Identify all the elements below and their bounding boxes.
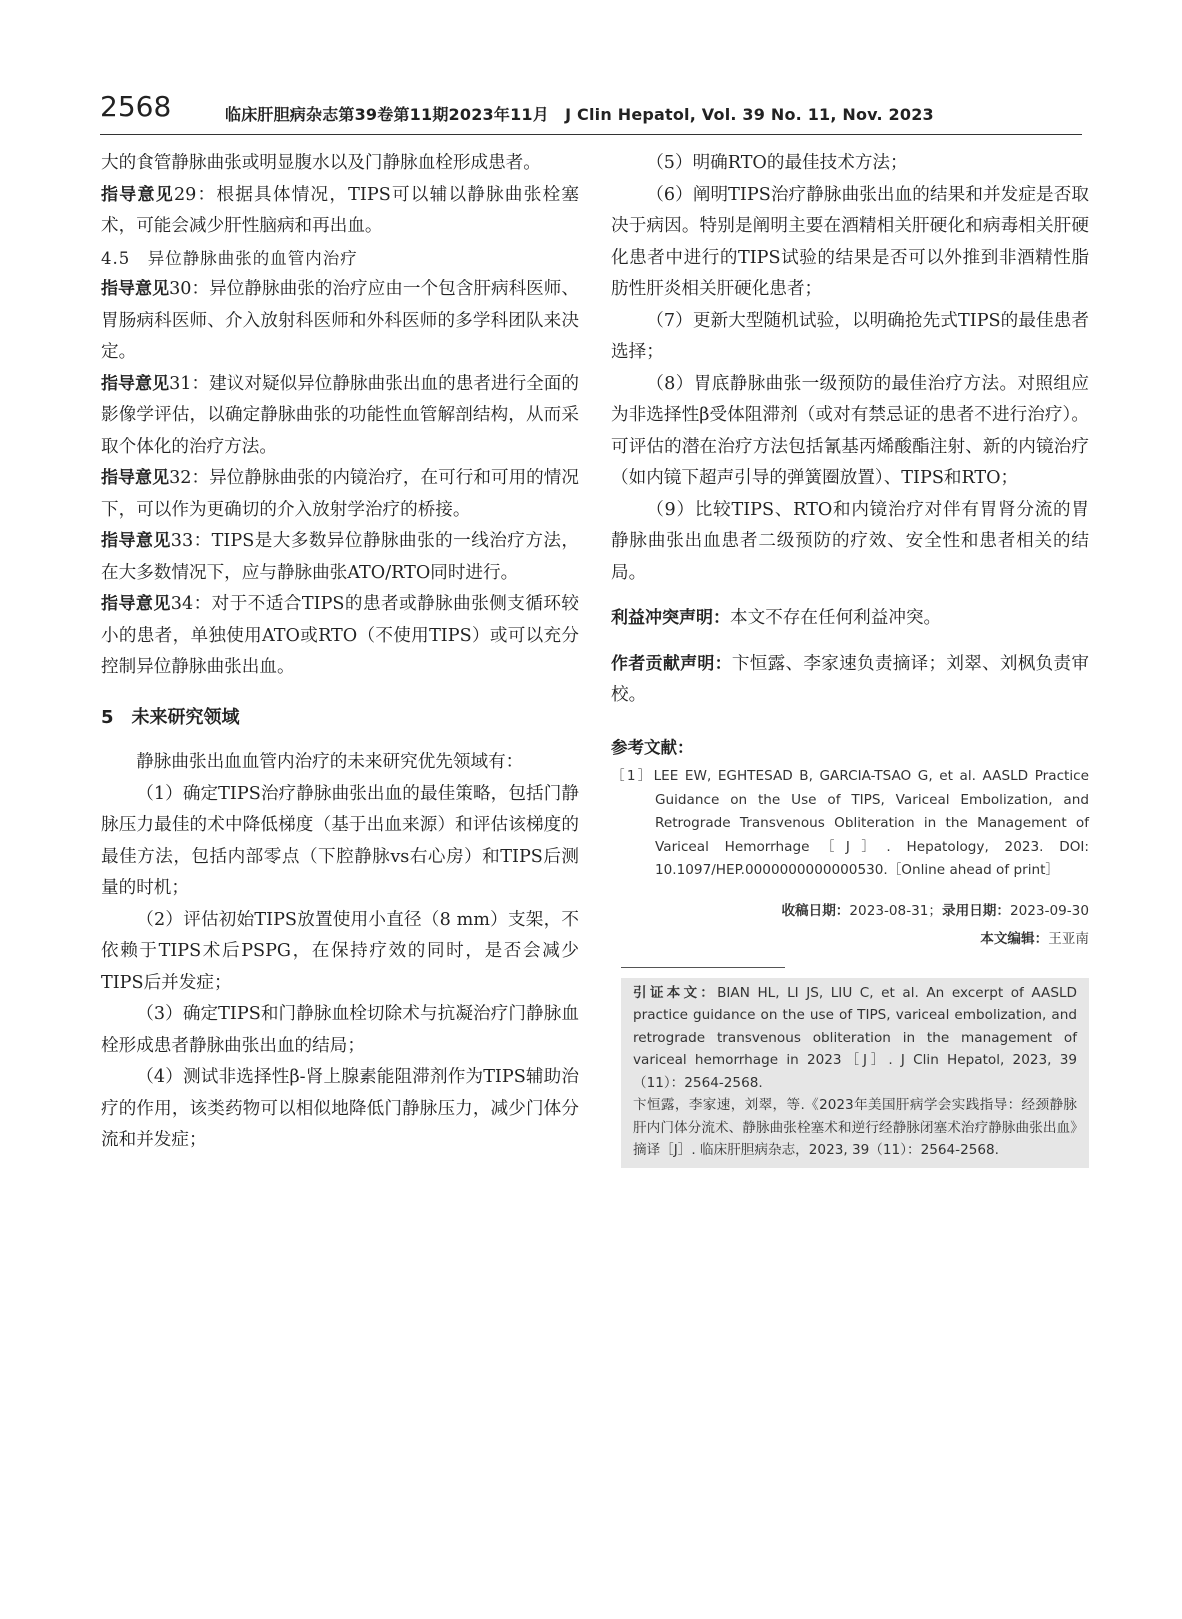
guideline-label: 指导意见: [101, 531, 171, 551]
research-item-3: （3）确定TIPS和门静脉血栓切除术与抗凝治疗门静脉血栓形成患者静脉曲张出血的结局；: [101, 1004, 579, 1056]
received-date: 2023-08-31；: [849, 902, 943, 919]
citation-box: [621, 978, 1089, 1168]
contrib-text: 卞恒露、李家速负责摘译；刘翠、刘枫负责审校。: [611, 653, 1089, 705]
guideline-33: [101, 526, 579, 589]
research-item-9: （9）比较TIPS、RTO和内镜治疗对伴有胃肾分流的胃静脉曲张出血患者二级预防的疗效、安全性和患者相关的结局。: [611, 499, 1089, 583]
author-contribution: [611, 649, 1089, 712]
editor-label: 本文编辑：: [980, 930, 1049, 947]
guideline-text: 31：建议对疑似异位静脉曲张出血的患者进行全面的影像学评估，以确定静脉曲张的功能性血管解剖结构，从而采取个体化的治疗方法。: [101, 373, 580, 457]
citation-en-text: BIAN HL, LI JS, LIU C, et al. An excerpt of AASLD practice guidance on the use of TIPS, variceal embolization, and retrograde transvenous obliteration in the management of variceal hemorrhage in 2023［J］. J Clin Hepatol, 2023, 39（11）：2564-2568.: [633, 984, 1077, 1091]
journal-title: 临床肝胆病杂志第39卷第11期2023年11月 J Clin Hepatol, Vol. 39 No. 11, Nov. 2023: [225, 105, 934, 124]
guideline-30: [101, 274, 579, 369]
research-item-8: （8）胃底静脉曲张一级预防的最佳治疗方法。对照组应为非选择性β受体阻滞剂（或对有禁忌证的患者不进行治疗）。可评估的潜在治疗方法包括氰基丙烯酸酯注射、新的内镜治疗（如内镜下超声引导的弹簧圈放置）、TIPS和RTO；: [611, 373, 1089, 488]
research-item-4: （4）测试非选择性β-肾上腺素能阻滞剂作为TIPS辅助治疗的作用，该类药物可以相似地降低门静脉压力，减少门体分流和并发症；: [101, 1067, 579, 1150]
guideline-29: [101, 180, 579, 243]
guideline-label: 指导意见: [101, 279, 170, 299]
section-5-heading: 5 未来研究领域: [101, 706, 240, 728]
paragraph: 大的食管静脉曲张或明显腹水以及门静脉血栓形成患者。: [101, 153, 541, 173]
dates-line: [611, 897, 1089, 925]
research-item-5: （5）明确RTO的最佳技术方法；: [646, 153, 908, 173]
left-column: [101, 148, 579, 1157]
citation-label: 引证本文：: [633, 984, 718, 1001]
research-item-6: （6）阐明TIPS治疗静脉曲张出血的结果和并发症是否取决于病因。特别是阐明主要在酒精相关肝硬化和病毒相关肝硬化患者中进行的TIPS试验的结果是否可以外推到非酒精性脂肪性肝炎相关肝硬化患者；: [611, 184, 1089, 299]
guideline-text: 33：TIPS是大多数异位静脉曲张的一线治疗方法，在大多数情况下，应与静脉曲张ATO/RTO同时进行。: [101, 531, 580, 583]
divider: [621, 967, 785, 968]
guideline-label: 指导意见: [101, 373, 170, 394]
guideline-text: 32：异位静脉曲张的内镜治疗，在可行和可用的情况下，可以作为更确切的介入放射学治疗的桥接。: [101, 468, 580, 520]
research-item-2: （2）评估初始TIPS放置使用小直径（8 mm）支架，不依赖于TIPS术后PSPG，在保持疗效的同时，是否会减少TIPS后并发症；: [101, 909, 579, 993]
accepted-date: 2023-09-30: [1009, 902, 1089, 919]
guideline-text: 30：异位静脉曲张的治疗应由一个包含肝病科医师、胃肠病科医师、介入放射科医师和外科医师的多学科团队来决定。: [101, 279, 580, 362]
accepted-label: 录用日期：: [942, 902, 1010, 919]
guideline-31: [101, 369, 579, 464]
research-intro: 静脉曲张出血血管内治疗的未来研究优先领域有：: [136, 752, 524, 772]
research-item-1: （1）确定TIPS治疗静脉曲张出血的最佳策略，包括门静脉压力最佳的术中降低梯度（基于出血来源）和评估该梯度的最佳方法，包括内部零点（下腔静脉vs右心房）和TIPS后测量的时机；: [101, 783, 579, 898]
section-4-5-heading: 4.5 异位静脉曲张的血管内治疗: [101, 248, 358, 268]
contrib-label: 作者贡献声明：: [611, 653, 732, 674]
references-title: 参考文献：: [611, 737, 694, 757]
citation-english: [633, 982, 1077, 1095]
page-number: 2568: [100, 90, 172, 123]
guideline-32: [101, 463, 579, 526]
guideline-label: 指导意见: [101, 468, 170, 488]
guideline-34: [101, 589, 579, 684]
guideline-text: 34：对于不适合TIPS的患者或静脉曲张侧支循环较小的患者，单独使用ATO或RTO（不使用TIPS）或可以充分控制异位静脉曲张出血。: [101, 594, 580, 677]
reference-1: ［1］LEE EW, EGHTESAD B, GARCIA-TSAO G, et al. AASLD Practice Guidance on the Use of TIPS, Variceal Embolization, and Retrograde Transvenous Obliteration in the Management of Variceal Hemorrhage［J］. Hepatology, 2023. DOI: 10.1097/HEP.0000000000000530.［Online ahead of print］: [611, 768, 1089, 878]
guideline-label: 指导意见: [101, 184, 174, 205]
conflict-of-interest: [611, 603, 1089, 635]
right-column: [611, 148, 1089, 1168]
guideline-text: 29：根据具体情况，TIPS可以辅以静脉曲张栓塞术，可能会减少肝性脑病和再出血。: [101, 184, 580, 236]
editor-line: [611, 925, 1089, 953]
page-header: [100, 88, 1082, 135]
citation-chinese: 卞恒露，李家速，刘翠，等.《2023年美国肝病学会实践指导：经颈静脉肝内门体分流术、静脉曲张栓塞术和逆行经静脉闭塞术治疗静脉曲张出血》摘译［J］. 临床肝胆病杂志，2023, 39（11）：2564-2568.: [633, 1097, 1077, 1158]
coi-text: 本文不存在任何利益冲突。: [730, 608, 942, 628]
editor-name: 王亚南: [1048, 930, 1089, 947]
received-label: 收稿日期：: [781, 902, 850, 919]
coi-label: 利益冲突声明：: [611, 608, 730, 628]
guideline-label: 指导意见: [101, 594, 171, 614]
research-item-7: （7）更新大型随机试验，以明确抢先式TIPS的最佳患者选择；: [611, 310, 1089, 362]
